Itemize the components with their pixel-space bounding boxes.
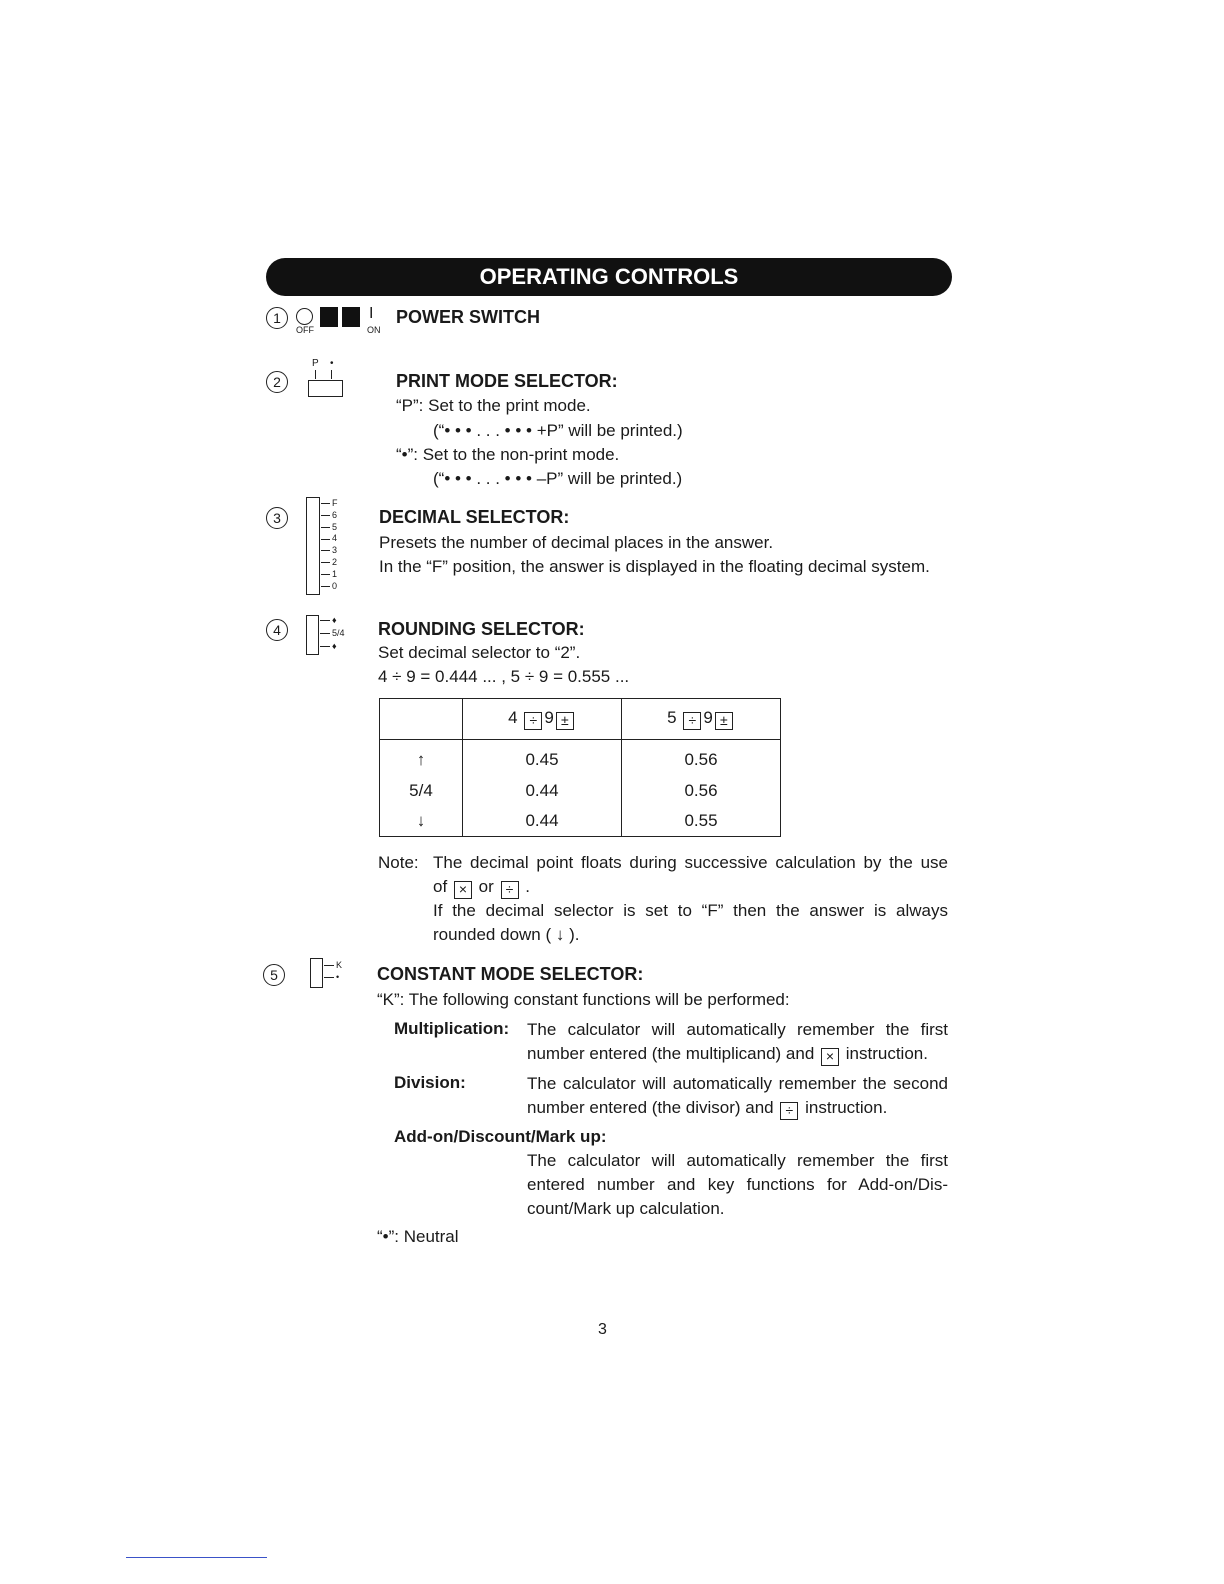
item-number-4: 4 xyxy=(266,619,288,641)
print-switch-body-icon xyxy=(308,380,343,397)
decimal-selector-slot-icon xyxy=(306,497,320,595)
item-number-2: 2 xyxy=(266,371,288,393)
neutral-line: “•”: Neutral xyxy=(377,1227,459,1246)
power-switch-title: POWER SWITCH xyxy=(396,307,540,327)
table-cell: 5/4 xyxy=(380,776,463,806)
divide-key-icon: ÷ xyxy=(780,1102,798,1120)
scale-tick xyxy=(320,615,337,626)
division-line xyxy=(527,1096,887,1120)
plus-minus-key-icon: ± xyxy=(715,712,733,730)
note-line: If the decimal selector is set to “F” then the answer is always xyxy=(433,901,948,920)
tick-label: K xyxy=(336,960,343,970)
tick-dash-icon xyxy=(321,562,330,563)
on-mark: I xyxy=(369,305,374,322)
rounding-selector-line: Set decimal selector to “2”. xyxy=(378,643,581,662)
scale-tick xyxy=(321,498,338,509)
tick-dash-icon xyxy=(321,550,330,551)
scale-tick xyxy=(321,522,337,533)
table-cell: 0.45 xyxy=(463,740,622,777)
add-on-label: Add-on/Discount/Mark up: xyxy=(394,1127,607,1146)
rounding-table xyxy=(379,698,781,837)
tick-dash-icon xyxy=(321,539,330,540)
print-mode-line: (“• • • . . . • • • +P” will be printed.) xyxy=(433,421,683,440)
tick-label: ♦ xyxy=(332,641,337,651)
constant-mode-title: CONSTANT MODE SELECTOR: xyxy=(377,964,644,984)
tick-dash-icon xyxy=(324,965,334,966)
print-switch-stem-icon xyxy=(315,370,316,379)
switch-block-icon xyxy=(320,307,338,327)
table-header-number: 5 xyxy=(667,708,677,727)
scale-tick xyxy=(321,533,337,544)
on-label: ON xyxy=(367,325,381,335)
table-header-row xyxy=(380,699,781,740)
rounding-selector-line: 4 ÷ 9 = 0.444 ... , 5 ÷ 9 = 0.555 ... xyxy=(378,667,630,686)
scale-tick xyxy=(321,569,337,580)
switch-block-icon xyxy=(342,307,360,327)
tick-label: 5/4 xyxy=(332,628,345,638)
scale-tick xyxy=(321,545,337,556)
multiply-key-icon: × xyxy=(454,881,472,899)
tick-dash-icon xyxy=(324,977,334,978)
division-text: number entered (the divisor) and xyxy=(527,1098,774,1117)
constant-selector-slot-icon xyxy=(310,958,323,988)
table-row xyxy=(380,806,781,837)
divide-key-icon: ÷ xyxy=(524,712,542,730)
table-header-number: 4 xyxy=(508,708,518,727)
division-line: The calculator will automatically remember the second xyxy=(527,1074,948,1093)
tick-label: • xyxy=(336,972,340,982)
tick-label: F xyxy=(332,498,338,508)
table-cell: ↑ xyxy=(380,740,463,777)
table-header-cell xyxy=(622,699,781,740)
table-cell xyxy=(380,699,463,740)
scale-tick xyxy=(320,641,337,652)
note-text: of xyxy=(433,877,448,896)
table-cell: 0.44 xyxy=(463,806,622,837)
scale-tick xyxy=(320,628,345,639)
divide-key-icon: ÷ xyxy=(683,712,701,730)
tick-dash-icon xyxy=(321,503,330,504)
tick-dash-icon xyxy=(320,633,330,634)
add-on-line: entered number and key functions for Add-on/Dis- xyxy=(527,1175,948,1194)
note-line xyxy=(433,875,530,899)
note-line xyxy=(433,851,948,875)
multiplication-line xyxy=(527,1042,928,1066)
off-circle-icon xyxy=(296,308,313,325)
print-mode-line: “•”: Set to the non-print mode. xyxy=(396,445,620,464)
tick-label: ♦ xyxy=(332,615,337,625)
tick-dash-icon xyxy=(321,586,330,587)
multiplication-text: instruction. xyxy=(845,1044,928,1063)
plus-minus-key-icon: ± xyxy=(556,712,574,730)
table-cell: 0.55 xyxy=(622,806,781,837)
table-header-number: 9 xyxy=(703,708,713,727)
footer-rule xyxy=(126,1557,267,1558)
add-on-line: count/Mark up calculation. xyxy=(527,1199,725,1218)
note-text: The decimal point floats during successive calculation by the use xyxy=(433,853,948,872)
print-mode-line: (“• • • . . . • • • –P” will be printed.) xyxy=(433,469,683,488)
division-text: instruction. xyxy=(805,1098,888,1117)
item-number-5: 5 xyxy=(263,964,285,986)
tick-label: 2 xyxy=(332,557,338,567)
tick-dash-icon xyxy=(321,515,330,516)
note-text: . xyxy=(525,877,530,896)
print-mode-line: “P”: Set to the print mode. xyxy=(396,396,591,415)
page-number: 3 xyxy=(598,1321,607,1338)
table-cell: 0.56 xyxy=(622,776,781,806)
tick-dash-icon xyxy=(321,527,330,528)
constant-mode-intro: “K”: The following constant functions will be performed: xyxy=(377,990,790,1009)
section-banner: OPERATING CONTROLS xyxy=(266,258,952,296)
table-row xyxy=(380,740,781,777)
multiply-key-icon: × xyxy=(821,1048,839,1066)
tick-label: 3 xyxy=(332,545,338,556)
decimal-selector-title: DECIMAL SELECTOR: xyxy=(379,507,570,527)
scale-tick xyxy=(321,581,337,592)
multiplication-label: Multiplication: xyxy=(394,1019,510,1038)
note-line: rounded down ( ↓ ). xyxy=(433,925,580,944)
division-label: Division: xyxy=(394,1073,466,1092)
off-label: OFF xyxy=(296,325,314,335)
scale-tick xyxy=(324,972,339,983)
scale-tick xyxy=(324,960,342,971)
tick-dash-icon xyxy=(320,646,330,647)
table-cell: 0.44 xyxy=(463,776,622,806)
item-number-3: 3 xyxy=(266,507,288,529)
rounding-selector-title: ROUNDING SELECTOR: xyxy=(378,619,585,639)
divide-key-icon: ÷ xyxy=(501,881,519,899)
print-icon-p: P xyxy=(312,358,319,369)
item-number-1: 1 xyxy=(266,307,288,329)
decimal-selector-line: Presets the number of decimal places in the answer. xyxy=(379,533,774,552)
tick-label: 5 xyxy=(332,521,338,532)
table-cell: 0.56 xyxy=(622,740,781,777)
rounding-selector-slot-icon xyxy=(306,615,319,655)
multiplication-text: number entered (the multiplicand) and xyxy=(527,1044,815,1063)
table-cell: ↓ xyxy=(380,806,463,837)
print-icon-dot: • xyxy=(330,358,334,369)
tick-dash-icon xyxy=(320,620,330,621)
multiplication-line: The calculator will automatically remember the first xyxy=(527,1020,948,1039)
note-label: Note: xyxy=(378,853,419,872)
table-header-number: 9 xyxy=(544,708,554,727)
add-on-line: The calculator will automatically remember the first xyxy=(527,1151,948,1170)
tick-label: 6 xyxy=(332,509,338,520)
tick-label: 1 xyxy=(332,568,338,579)
print-mode-title: PRINT MODE SELECTOR: xyxy=(396,371,618,391)
print-switch-stem-icon xyxy=(331,370,332,379)
tick-label: 0 xyxy=(332,580,338,591)
note-text: or xyxy=(478,877,494,896)
tick-dash-icon xyxy=(321,574,330,575)
decimal-selector-line: In the “F” position, the answer is displayed in the floating decimal system. xyxy=(379,557,930,576)
tick-label: 4 xyxy=(332,533,338,544)
table-header-cell xyxy=(463,699,622,740)
table-row xyxy=(380,776,781,806)
scale-tick xyxy=(321,510,337,521)
scale-tick xyxy=(321,557,337,568)
